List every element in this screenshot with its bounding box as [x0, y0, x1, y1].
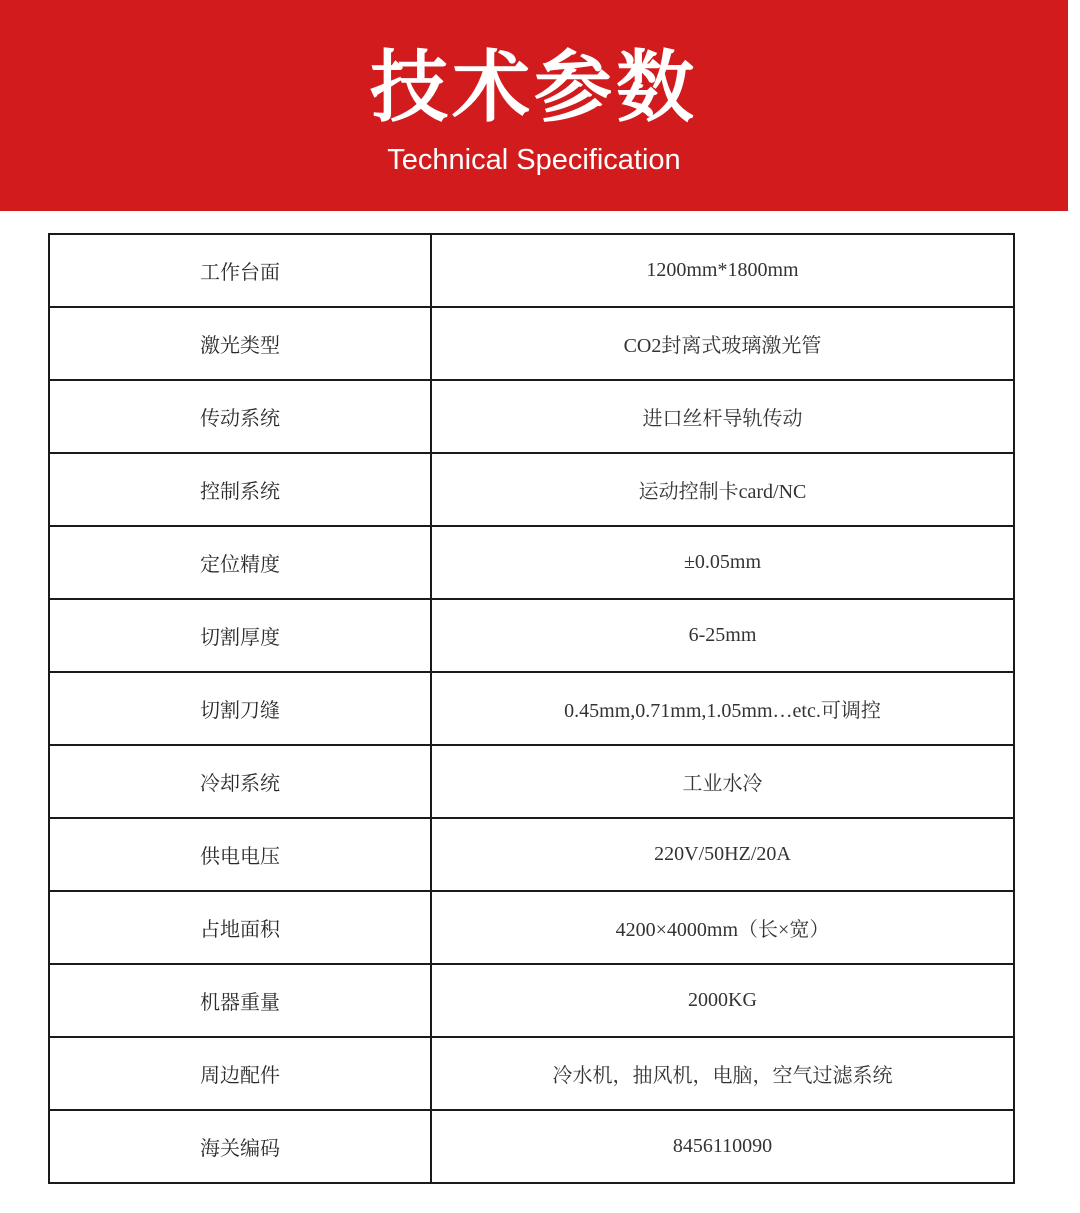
- spec-value: 8456110090: [431, 1110, 1014, 1183]
- table-row: [49, 526, 1014, 599]
- spec-value: 工业水冷: [431, 745, 1014, 818]
- table-row: [49, 818, 1014, 891]
- table-row: [49, 672, 1014, 745]
- table-row: [49, 891, 1014, 964]
- spec-value: 2000KG: [431, 964, 1014, 1037]
- page-title: 技术参数: [369, 43, 698, 133]
- spec-label: 切割厚度: [49, 599, 431, 672]
- spec-value: 1200mm*1800mm: [431, 234, 1014, 307]
- spec-label: 机器重量: [49, 964, 431, 1037]
- spec-value: ±0.05mm: [431, 526, 1014, 599]
- spec-label: 周边配件: [49, 1037, 431, 1110]
- spec-label: 工作台面: [49, 234, 431, 307]
- table-row: [49, 1037, 1014, 1110]
- table-row: [49, 234, 1014, 307]
- header-banner: [0, 0, 1068, 211]
- spec-value: CO2封离式玻璃激光管: [431, 307, 1014, 380]
- spec-label: 激光类型: [49, 307, 431, 380]
- spec-label: 切割刀缝: [49, 672, 431, 745]
- spec-table: [48, 233, 1015, 1184]
- spec-value: 运动控制卡card/NC: [431, 453, 1014, 526]
- spec-value: 冷水机，抽风机，电脑，空气过滤系统: [431, 1037, 1014, 1110]
- spec-value: 6-25mm: [431, 599, 1014, 672]
- table-row: [49, 964, 1014, 1037]
- spec-value: 进口丝杆导轨传动: [431, 380, 1014, 453]
- spec-label: 供电电压: [49, 818, 431, 891]
- spec-label: 海关编码: [49, 1110, 431, 1183]
- spec-label: 控制系统: [49, 453, 431, 526]
- spec-value: 220V/50HZ/20A: [431, 818, 1014, 891]
- spec-value: 0.45mm,0.71mm,1.05mm…etc.可调控: [431, 672, 1014, 745]
- spec-label: 传动系统: [49, 380, 431, 453]
- table-row: [49, 745, 1014, 818]
- table-row: [49, 599, 1014, 672]
- page-subtitle: Technical Specification: [387, 144, 681, 176]
- table-row: [49, 1110, 1014, 1183]
- table-row: [49, 307, 1014, 380]
- table-row: [49, 380, 1014, 453]
- table-row: [49, 453, 1014, 526]
- spec-label: 占地面积: [49, 891, 431, 964]
- spec-label: 定位精度: [49, 526, 431, 599]
- spec-value: 4200×4000mm（长×宽）: [431, 891, 1014, 964]
- spec-label: 冷却系统: [49, 745, 431, 818]
